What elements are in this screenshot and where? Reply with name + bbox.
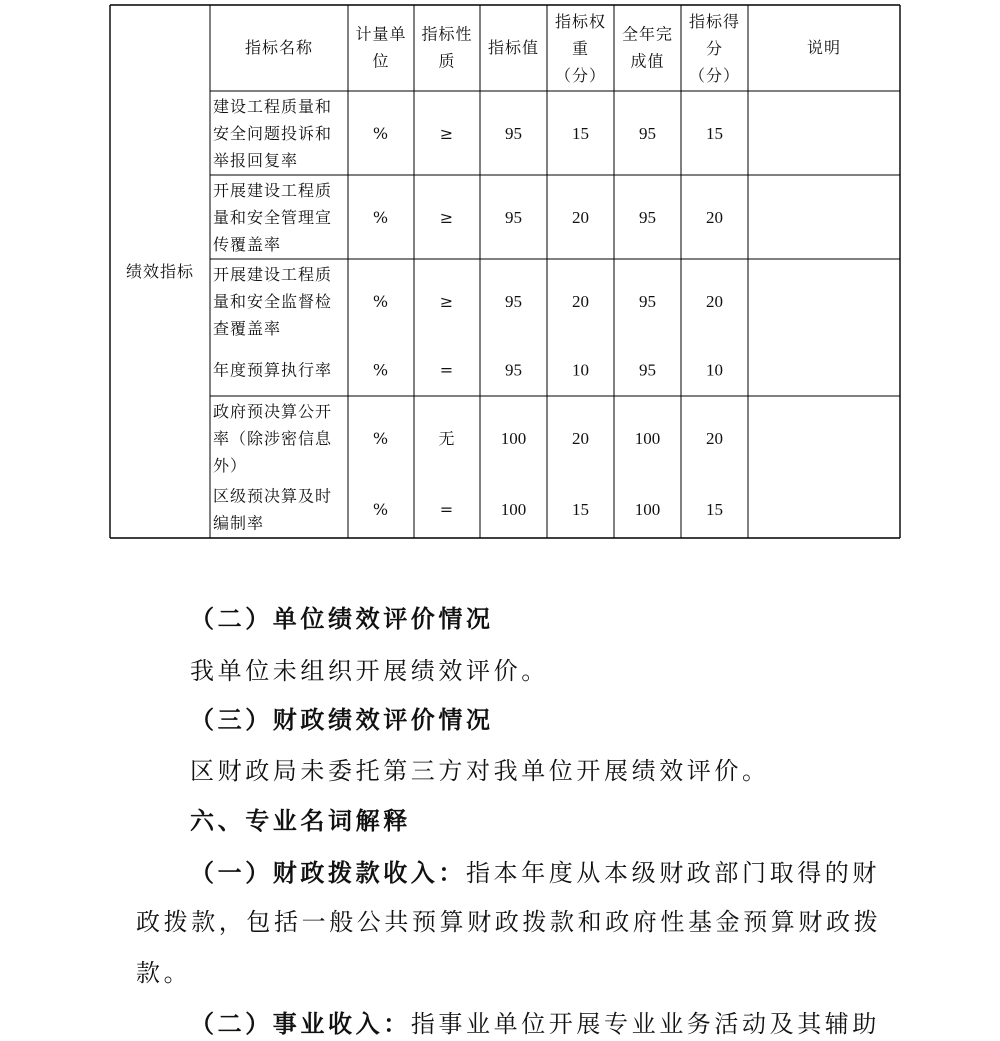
section-3-text: 区财政局未委托第三方对我单位开展绩效评价。 [190, 757, 770, 785]
cell-nature: ≥ [439, 207, 455, 227]
cell-value: 95 [505, 207, 522, 227]
cell-unit: % [372, 428, 390, 448]
cell-actual: 95 [639, 291, 656, 311]
term-1-paragraph-line-2: 政拨款，包括一般公共预算财政拨款和政府性基金预算财政拨 [136, 908, 882, 936]
term-2-label: （二）事业收入： [190, 1009, 411, 1038]
cell-score: 20 [706, 207, 723, 227]
indicator-name: 开展建设工程质量和安全管理宣传覆盖率 [213, 180, 333, 254]
cell-actual: 95 [639, 360, 656, 379]
indicator-name: 建设工程质量和安全问题投诉和举报回复率 [213, 96, 333, 170]
section-6-heading: 六、专业名词解释 [190, 807, 411, 835]
term-1-paragraph-line-3: 款。 [136, 959, 192, 987]
cell-weight: 10 [572, 360, 589, 379]
cell-weight: 15 [572, 123, 589, 143]
cell-weight: 20 [572, 291, 589, 311]
cell-weight: 20 [572, 428, 589, 448]
header-name: 指标名称 [244, 37, 314, 57]
header-nature: 指标性质 [421, 24, 473, 70]
cell-unit: % [372, 123, 390, 143]
cell-nature: ≥ [439, 123, 455, 143]
cell-actual: 95 [639, 207, 656, 227]
cell-score: 15 [706, 123, 723, 143]
cell-value: 95 [505, 123, 522, 143]
cell-nature: 无 [438, 428, 456, 448]
section-2-heading: （二）单位绩效评价情况 [190, 604, 494, 633]
cell-value: 100 [500, 428, 527, 448]
term-2-definition-start: 指事业单位开展专业业务活动及其辅助 [410, 1010, 881, 1038]
cell-value: 100 [500, 499, 527, 519]
section-3-heading: （三）财政绩效评价情况 [190, 705, 494, 734]
header-score: 指标得分（分） [688, 11, 741, 85]
cell-unit: % [372, 499, 390, 519]
header-unit: 计量单位 [355, 24, 407, 70]
cell-unit: % [372, 360, 390, 379]
cell-value: 95 [505, 360, 522, 379]
cell-actual: 95 [639, 123, 656, 143]
cell-score: 15 [706, 499, 723, 519]
cell-score: 10 [706, 360, 723, 379]
indicator-name: 政府预决算公开率（除涉密信息外） [213, 401, 333, 475]
cell-unit: % [372, 207, 390, 227]
term-1-definition-start: 指本年度从本级财政部门取得的财 [466, 859, 880, 887]
cell-value: 95 [505, 291, 522, 311]
section-2-text: 我单位未组织开展绩效评价。 [190, 657, 549, 685]
term-2-paragraph-line-1 [190, 1009, 880, 1039]
cell-actual: 100 [634, 499, 661, 519]
header-weight: 指标权重（分） [554, 11, 607, 85]
indicator-name: 区级预决算及时编制率 [213, 486, 333, 532]
indicator-name: 开展建设工程质量和安全监督检查覆盖率 [213, 264, 333, 338]
cell-score: 20 [706, 428, 723, 448]
cell-score: 20 [706, 291, 723, 311]
indicator-name: 年度预算执行率 [213, 360, 333, 379]
cell-unit: % [372, 291, 390, 311]
header-actual: 全年完成值 [621, 24, 674, 70]
cell-weight: 15 [572, 499, 589, 519]
cell-nature: = [439, 499, 455, 519]
row-group-label: 绩效指标 [125, 261, 195, 281]
cell-nature: ≥ [439, 291, 455, 311]
cell-actual: 100 [634, 428, 661, 448]
term-1-paragraph-line-1 [190, 858, 880, 888]
cell-weight: 20 [572, 207, 589, 227]
header-note: 说明 [806, 37, 842, 57]
header-value: 指标值 [487, 37, 540, 57]
term-1-label: （一）财政拨款收入： [190, 858, 466, 887]
cell-nature: = [439, 360, 455, 379]
